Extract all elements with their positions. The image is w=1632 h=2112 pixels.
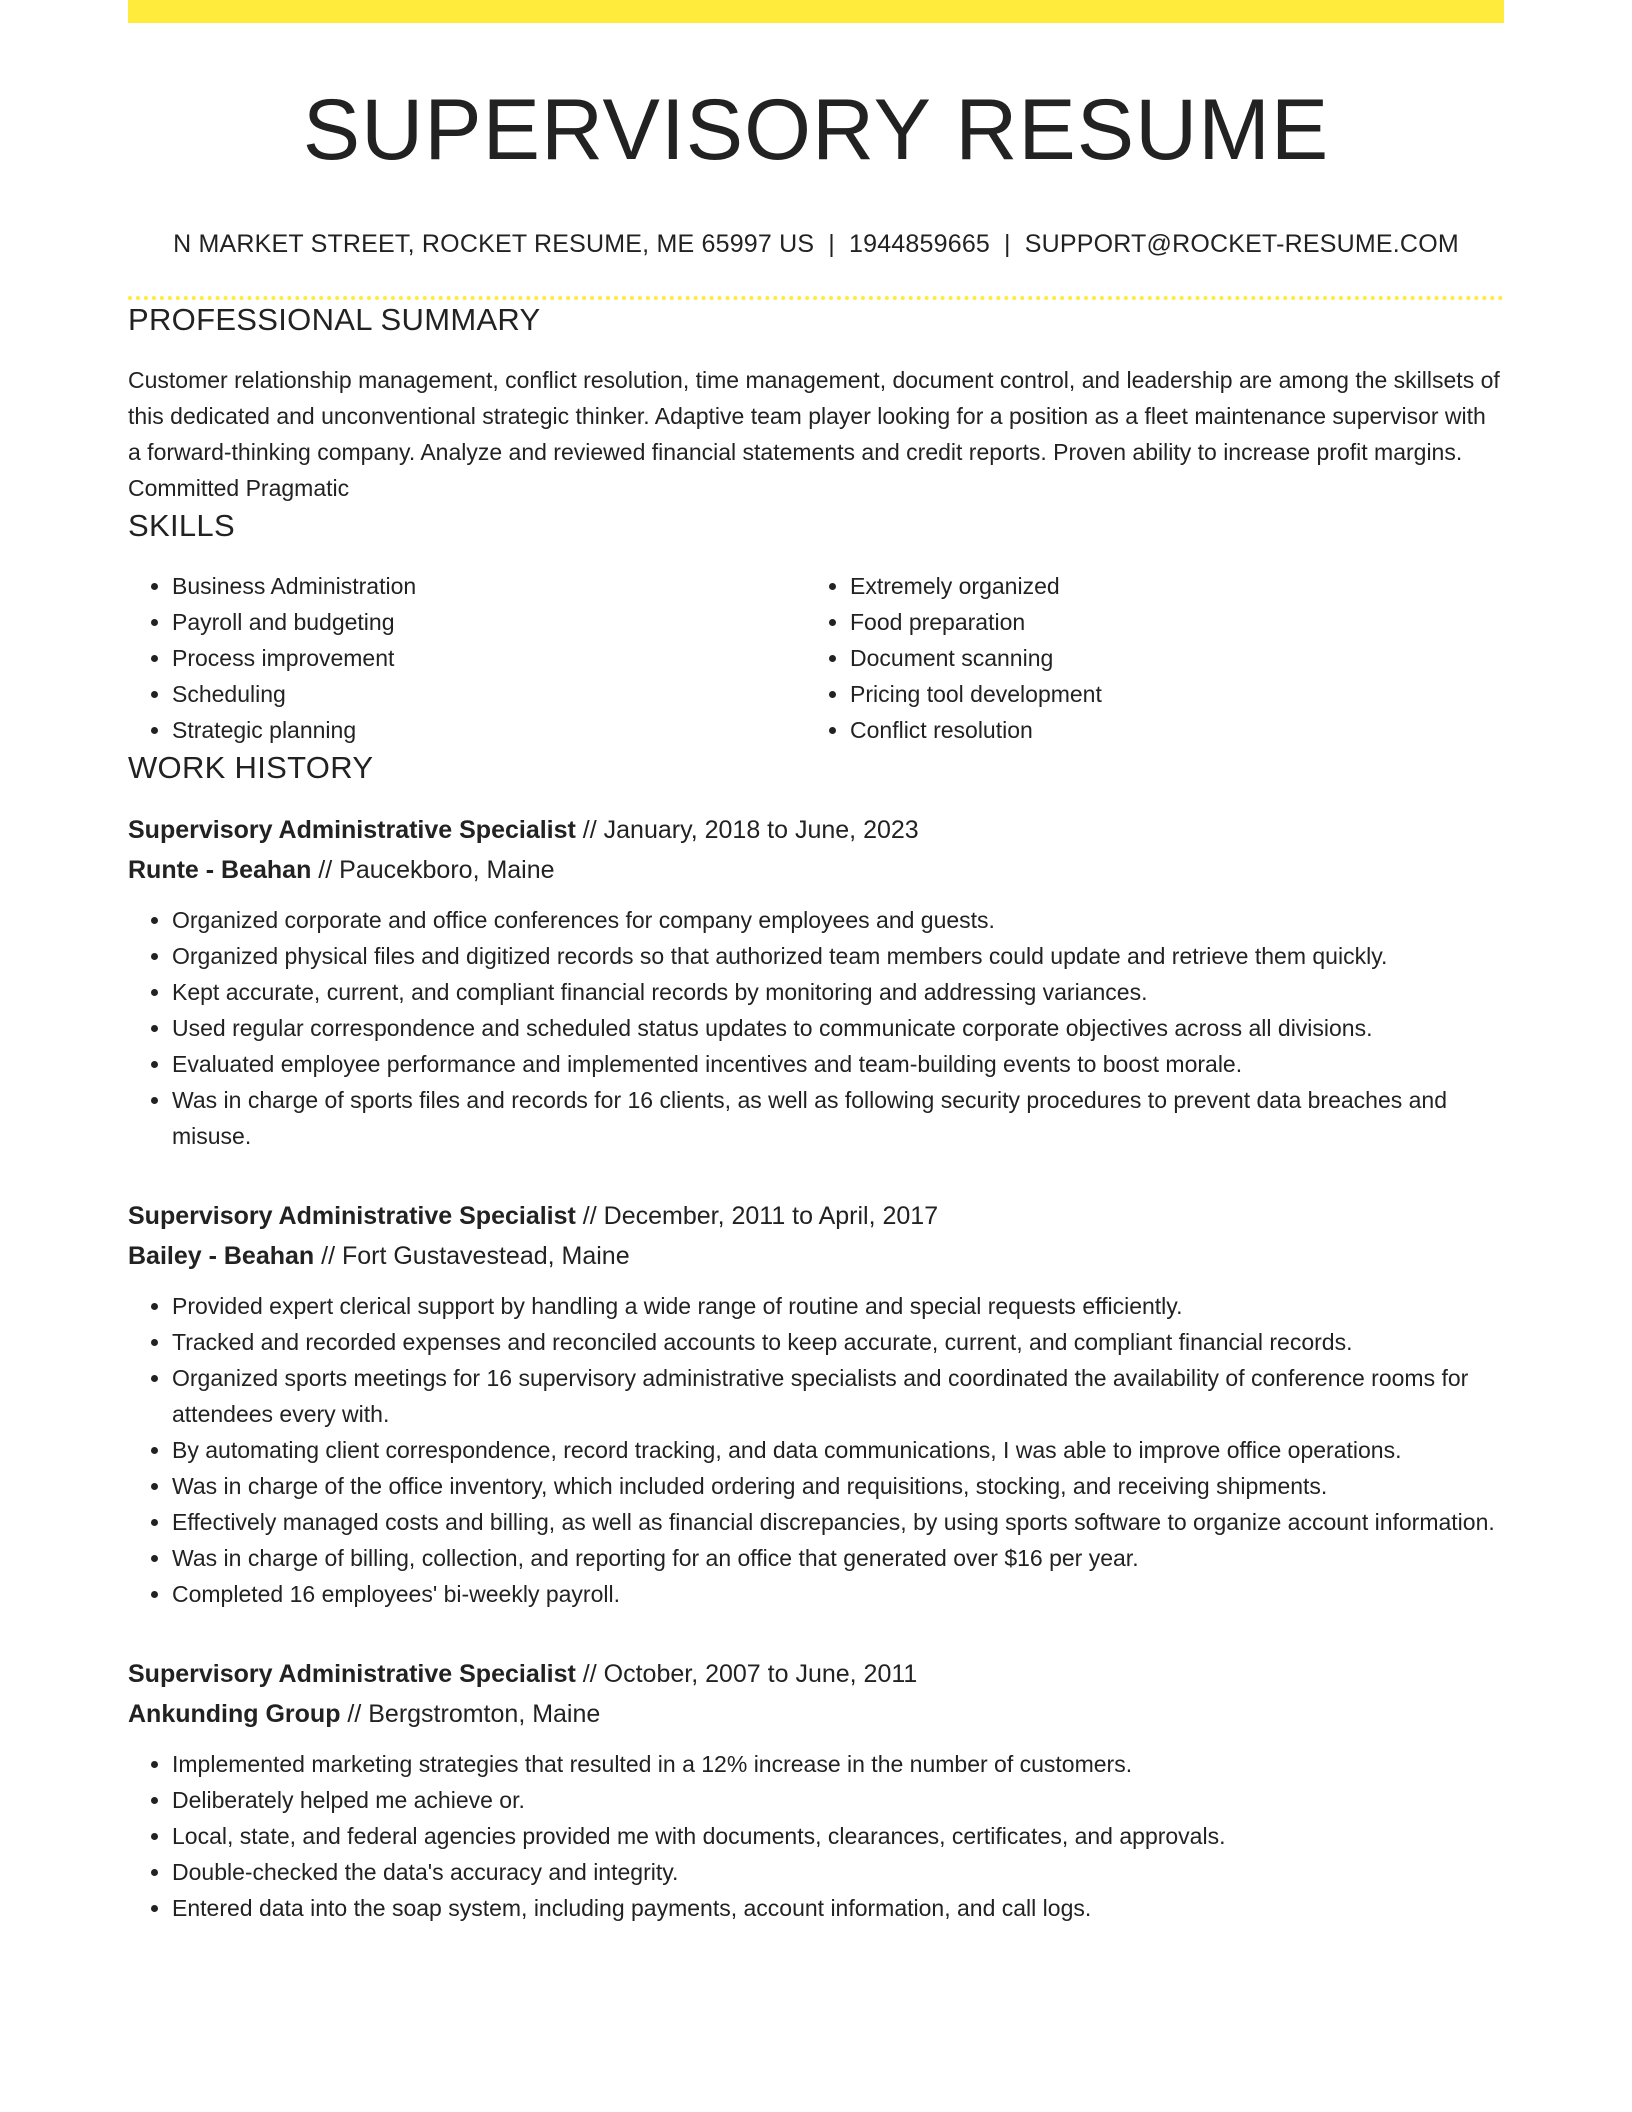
job-entry-1 bbox=[128, 810, 1504, 1154]
skills-list-left bbox=[128, 568, 806, 748]
job-position: Supervisory Administrative Specialist bbox=[128, 1660, 576, 1688]
summary-text: Customer relationship management, conflict resolution, time management, document control, and leadership are among the skillsets of this dedicated and unconventional strategic thinker. Adaptive team player looking for a position as a fleet maintenance supervisor with a forward-thinking company. Analyze and reviewed financial statements and credit reports. Proven ability to increase profit margins. Committed Pragmatic bbox=[128, 367, 1500, 501]
skill-item: • Food preparation bbox=[850, 604, 1484, 640]
job-bullet: • Provided expert clerical support by handling a wide range of routine and special requests efficiently. bbox=[172, 1288, 1504, 1324]
job-bullet: • By automating client correspondence, record tracking, and data communications, I was able to improve office operations. bbox=[172, 1432, 1504, 1468]
job-bullet: • Evaluated employee performance and implemented incentives and team-building events to boost morale. bbox=[172, 1046, 1504, 1082]
job-bullet: • Was in charge of sports files and records for 16 clients, as well as following security procedures to prevent data breaches and misuse. bbox=[172, 1082, 1504, 1154]
job-bullet: • Local, state, and federal agencies provided me with documents, clearances, certificates, and approvals. bbox=[172, 1818, 1504, 1854]
job-bullet-list bbox=[128, 902, 1504, 1154]
job-dates: // January, 2018 to June, 2023 bbox=[575, 816, 919, 844]
skill-item: • Business Administration bbox=[172, 568, 806, 604]
job-bullet: • Kept accurate, current, and compliant financial records by monitoring and addressing variances. bbox=[172, 974, 1504, 1010]
resume-title: SUPERVISORY RESUME bbox=[302, 82, 1330, 178]
skill-item: • Scheduling bbox=[172, 676, 806, 712]
job-bullet: • Was in charge of billing, collection, and reporting for an office that generated over $16 per year. bbox=[172, 1540, 1504, 1576]
skills-heading: SKILLS bbox=[128, 508, 235, 543]
job-position: Supervisory Administrative Specialist bbox=[128, 816, 576, 844]
job-company: Runte - Beahan bbox=[128, 856, 312, 884]
contact-line bbox=[128, 228, 1504, 260]
skill-item: • Document scanning bbox=[850, 640, 1484, 676]
job-dates: // December, 2011 to April, 2017 bbox=[575, 1202, 939, 1230]
job-title-line bbox=[128, 810, 1504, 850]
job-location: // Paucekboro, Maine bbox=[311, 856, 555, 884]
skill-item: • Payroll and budgeting bbox=[172, 604, 806, 640]
skills-grid bbox=[128, 568, 1504, 748]
job-bullet: • Was in charge of the office inventory, which included ordering and requisitions, stocking, and receiving shipments. bbox=[172, 1468, 1504, 1504]
skill-item: • Process improvement bbox=[172, 640, 806, 676]
contact-separator: | bbox=[1004, 230, 1011, 258]
job-title-line bbox=[128, 1196, 1504, 1236]
job-bullet: • Entered data into the soap system, including payments, account information, and call logs. bbox=[172, 1890, 1504, 1926]
job-bullet: • Completed 16 employees' bi-weekly payroll. bbox=[172, 1576, 1504, 1612]
summary-heading: PROFESSIONAL SUMMARY bbox=[128, 302, 541, 337]
job-company-line bbox=[128, 850, 1504, 890]
job-bullet: • Organized corporate and office conferences for company employees and guests. bbox=[172, 902, 1504, 938]
job-bullet: • Tracked and recorded expenses and reconciled accounts to keep accurate, current, and compliant financial records. bbox=[172, 1324, 1504, 1360]
job-bullet: • Deliberately helped me achieve or. bbox=[172, 1782, 1504, 1818]
job-bullet-list bbox=[128, 1288, 1504, 1612]
job-bullet: • Effectively managed costs and billing, as well as financial discrepancies, by using sports software to organize account information. bbox=[172, 1504, 1504, 1540]
job-location: // Bergstromton, Maine bbox=[340, 1700, 601, 1728]
contact-email: SUPPORT@ROCKET-RESUME.COM bbox=[1024, 230, 1459, 258]
job-company-line bbox=[128, 1236, 1504, 1276]
job-position: Supervisory Administrative Specialist bbox=[128, 1202, 576, 1230]
work-history-heading: WORK HISTORY bbox=[128, 750, 374, 785]
skill-item: • Extremely organized bbox=[850, 568, 1484, 604]
resume-content bbox=[128, 0, 1504, 1926]
job-bullet: • Used regular correspondence and scheduled status updates to communicate corporate objectives across all divisions. bbox=[172, 1010, 1504, 1046]
job-dates: // October, 2007 to June, 2011 bbox=[575, 1660, 918, 1688]
job-entry-3 bbox=[128, 1654, 1504, 1926]
skill-item: • Strategic planning bbox=[172, 712, 806, 748]
skill-item: • Conflict resolution bbox=[850, 712, 1484, 748]
job-bullet: • Organized sports meetings for 16 supervisory administrative specialists and coordinated the availability of conference rooms for attendees every with. bbox=[172, 1360, 1504, 1432]
contact-phone: 1944859665 bbox=[848, 230, 991, 258]
contact-address: N MARKET STREET, ROCKET RESUME, ME 65997 US bbox=[173, 230, 815, 258]
skills-list-right bbox=[806, 568, 1484, 748]
job-bullet: • Double-checked the data's accuracy and integrity. bbox=[172, 1854, 1504, 1890]
contact-separator: | bbox=[828, 230, 835, 258]
job-location: // Fort Gustavestead, Maine bbox=[314, 1242, 630, 1270]
job-bullet: • Organized physical files and digitized records so that authorized team members could update and retrieve them quickly. bbox=[172, 938, 1504, 974]
job-company: Ankunding Group bbox=[128, 1700, 341, 1728]
job-company: Bailey - Beahan bbox=[128, 1242, 315, 1270]
job-bullet: • Implemented marketing strategies that resulted in a 12% increase in the number of customers. bbox=[172, 1746, 1504, 1782]
job-title-line bbox=[128, 1654, 1504, 1694]
job-bullet-list bbox=[128, 1746, 1504, 1926]
job-company-line bbox=[128, 1694, 1504, 1734]
skill-item: • Pricing tool development bbox=[850, 676, 1484, 712]
job-entry-2 bbox=[128, 1196, 1504, 1612]
